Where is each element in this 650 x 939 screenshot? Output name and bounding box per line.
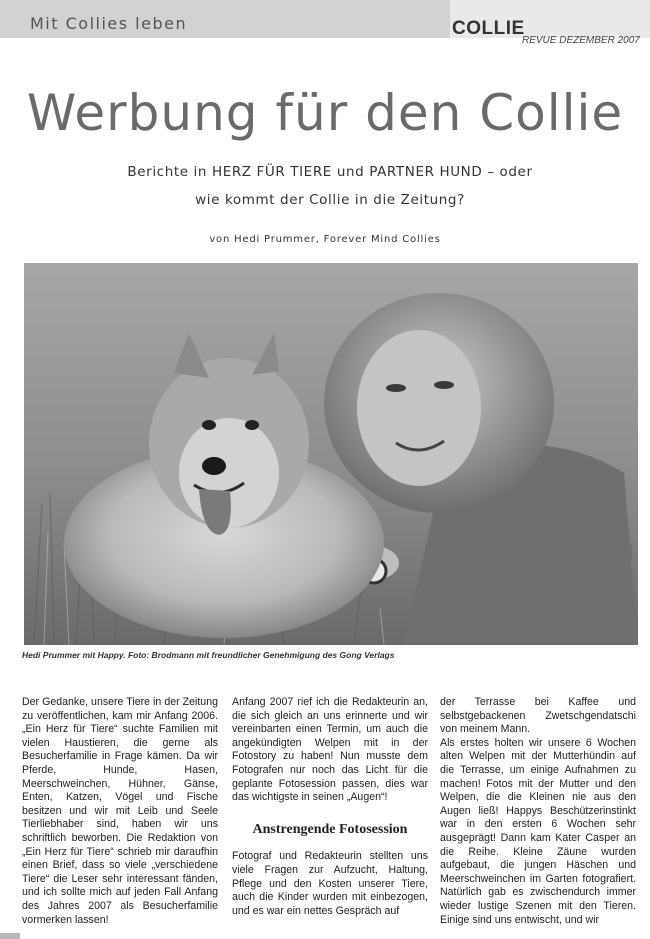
text-column-1 [22,696,218,927]
paragraph: Als erstes holten wir unsere 6 Wochen alten Welpen mit der Mutterhündin auf die Terrasse, um einige Aufnahmen zu machen! Fotos mit der Mutter und den Welpen, die die Kleinen nie aus den Augen ließ! Happys Beschützerinstinkt war in den ersten 6 Wochen sehr ausgeprägt! Dann kam Kater Casper an die Reihe. Kleine Zäune wurden aufgebaut, die jungen Häschen und Meerschweinchen im Garten fotografiert. Natürlich gab es zwischendurch immer wieder lustige Szenen mit den Tieren. Einige sind uns entwischt, und wir [440,736,636,926]
article-photo [24,263,638,645]
subtitle-line-1: Berichte in HERZ FÜR TIERE und PARTNER HUND – oder [127,164,533,180]
magazine-name: COLLIE [452,18,525,39]
text-column-3 [440,696,636,927]
page-edge-marker [0,933,20,939]
paragraph: Anfang 2007 rief ich die Redakteurin an, die sich gleich an uns erinnerte und wir vereinbarten einen Termin, um auch die angekündigten Welpen mit in der Fotostory zu haben! Nun musste dem Fotografen nur noch das Licht für die geplante Fotosession passen, dies war das wichtigste in seinen „Augen“! [232,696,428,804]
paragraph: der Terrasse bei Kaffee und selbstgebackenen Zwetschgendatschi von meinem Mann. [440,696,636,736]
article-subtitle [110,158,550,214]
photo-caption: Hedi Prummer mit Happy. Foto: Brodmann mit freundlicher Genehmigung des Gong Verlags [22,650,395,660]
issue-label: REVUE DEZEMBER 2007 [522,35,640,46]
text-column-2 [232,696,428,918]
section-subhead: Anstrengende Fotosession [252,821,408,837]
article-title: Werbung für den Collie [26,84,624,142]
section-title: Mit Collies leben [30,14,188,33]
subtitle-line-2: wie kommt der Collie in die Zeitung? [195,192,465,208]
byline: von Hedi Prummer, Forever Mind Collies [209,234,441,245]
paragraph: Der Gedanke, unsere Tiere in der Zeitung zu veröffentlichen, kam mir Anfang 2006. „Ein Herz für Tiere“ suchte Familien mit vielen Haustieren, die gerne als Besucherfamilie in Frage kämen. Da wir Pferde, Hunde, Hasen, Meerschweinchen, Hühner, Gänse, Enten, Katzen, Vögel und Fische besitzen und wir mit Leib und Seele Tierliebhaber sind, haben wir uns schriftlich beworben. Die Redaktion von „Ein Herz für Tiere“ schrieb mir daraufhin einen Brief, dass so viele „verschiedene Tiere“ die Leser sehr interessant fänden, und ich sollte mich auf jeden Fall Anfang des Jahres 2007 als Besucherfamilie vormerken lassen! [22,696,218,926]
paragraph: Fotograf und Redakteurin stellten uns viele Fragen zur Aufzucht, Haltung, Pflege und den Kosten unserer Tiere, auch die Kinder wurden mit einbezogen, und es war ein nettes Gespräch auf [232,850,428,917]
photo-illustration [24,263,638,645]
